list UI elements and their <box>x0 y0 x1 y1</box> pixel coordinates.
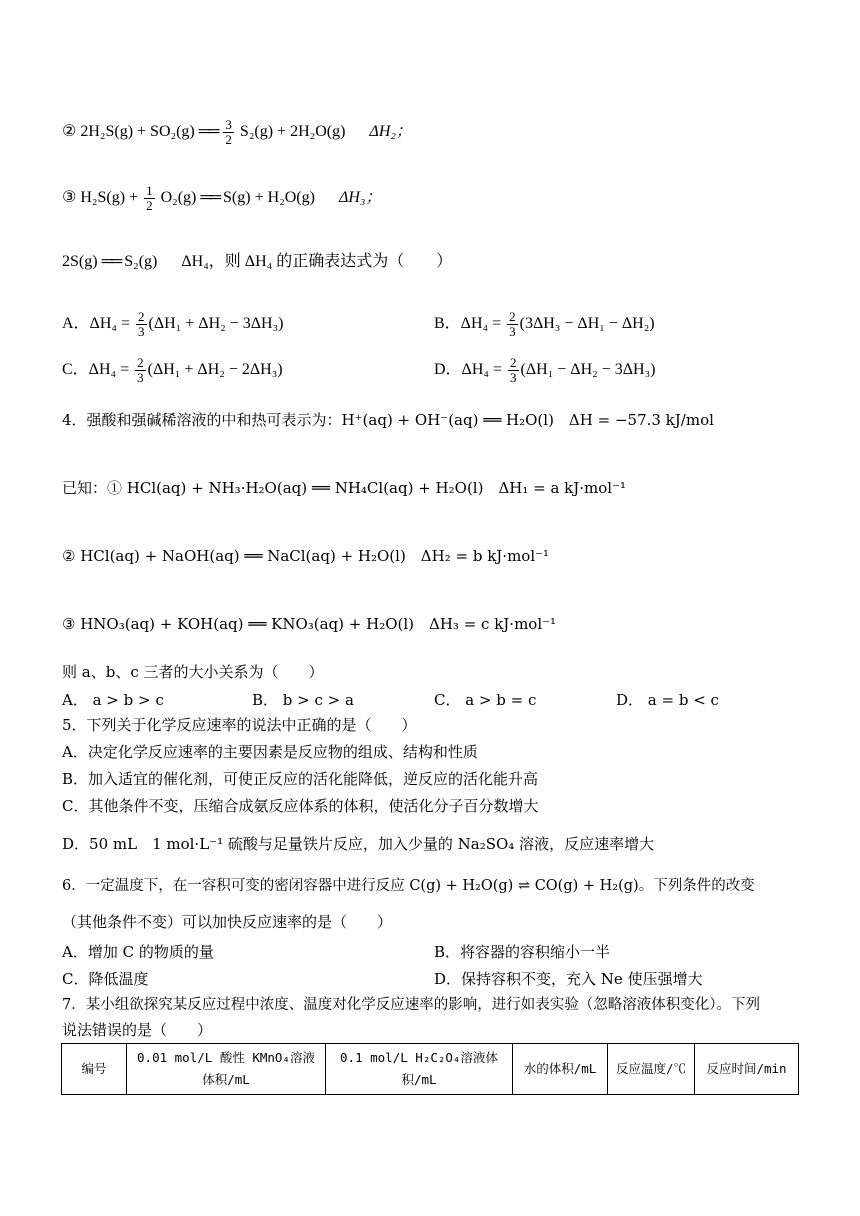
header-temperature: 反应温度/℃ <box>608 1044 695 1095</box>
q6-option-b: B．将容器的容积缩小一半 <box>434 943 611 961</box>
q6-option-d: D．保持容积不变，充入 Ne 使压强增大 <box>434 970 703 988</box>
q4-known-1: 已知：① HCl(aq) + NH₃·H₂O(aq) ══ NH₄Cl(aq) + H₂O(l) ΔH₁ = a kJ·mol⁻¹ <box>62 479 627 497</box>
header-id: 编号 <box>62 1044 127 1095</box>
q6-stem-2: （其他条件不变）可以加快反应速率的是（ ） <box>62 913 393 931</box>
q4-ask: 则 a、b、c 三者的大小关系为（ ） <box>62 663 324 681</box>
table-header-row <box>62 1044 799 1095</box>
q5-stem: 5．下列关于化学反应速率的说法中正确的是（ ） <box>62 716 417 734</box>
q4-option-c: C． a > b = c <box>434 691 537 709</box>
q6-option-c: C．降低温度 <box>62 970 149 988</box>
q5-option-b: B．加入适宜的催化剂，可使正反应的活化能降低，逆反应的活化能升高 <box>62 770 539 788</box>
q5-option-c: C．其他条件不变，压缩合成氨反应体系的体积，使活化分子百分数增大 <box>62 797 539 815</box>
q4-reaction-3: ③ HNO₃(aq) + KOH(aq) ══ KNO₃(aq) + H₂O(l) ΔH₃ = c kJ·mol⁻¹ <box>62 615 557 633</box>
equation-3: ③ H₂S(g) + $\frac{1}{2}$ O₂(g) ══ S(g) + H₂O(g) ΔH₃； <box>62 183 382 213</box>
equation-4: 2S(g) ══ S₂(g) ΔH₄，则 ΔH₄ 的正确表达式为（ ） <box>62 253 453 270</box>
q6-option-a: A．增加 C 的物质的量 <box>62 943 214 961</box>
q4-option-b: B． b > c > a <box>252 691 354 709</box>
q5-option-d: D．50 mL 1 mol·L⁻¹ 硫酸与足量铁片反应，加入少量的 Na₂SO₄ 溶液，反应速率增大 <box>62 835 655 853</box>
q3-option-c: C．ΔH₄ = $\frac{2}{3}$ (ΔH₁ + ΔH₂ − 2ΔH₃) <box>62 355 283 385</box>
header-kmno4-volume: 0.01 mol/L 酸性 KMnO₄溶液体积/mL <box>127 1044 326 1095</box>
q6-stem-1: 6．一定温度下，在一容积可变的密闭容器中进行反应 C(g) + H₂O(g) ⇌ CO(g) + H₂(g)。下列条件的改变 <box>62 878 755 894</box>
q4-option-a: A． a > b > c <box>62 691 164 709</box>
q3-option-a: A．ΔH₄ = $\frac{2}{3}$ (ΔH₁ + ΔH₂ − 3ΔH₃) <box>62 309 284 339</box>
q5-option-a: A．决定化学反应速率的主要因素是反应物的组成、结构和性质 <box>62 743 478 761</box>
q4-option-d: D． a = b < c <box>616 691 719 709</box>
header-time: 反应时间/min <box>695 1044 799 1095</box>
header-water-volume: 水的体积/mL <box>513 1044 608 1095</box>
q4-stem: 4．强酸和强碱稀溶液的中和热可表示为：H⁺(aq) + OH⁻(aq) ══ H₂O(l) ΔH = −57.3 kJ/mol <box>62 411 714 429</box>
q3-option-d: D．ΔH₄ = $\frac{2}{3}$ (ΔH₁ − ΔH₂ − 3ΔH₃) <box>434 355 656 385</box>
q3-option-b: B．ΔH₄ = $\frac{2}{3}$ (3ΔH₃ − ΔH₁ − ΔH₂) <box>434 309 655 339</box>
header-h2c2o4-volume: 0.1 mol/L H₂C₂O₄溶液体积/mL <box>326 1044 513 1095</box>
experiment-table <box>61 1043 799 1095</box>
q4-reaction-2: ② HCl(aq) + NaOH(aq) ══ NaCl(aq) + H₂O(l) ΔH₂ = b kJ·mol⁻¹ <box>62 547 550 565</box>
q7-stem-2: 说法错误的是（ ） <box>62 1021 213 1039</box>
eq-label: ② <box>62 123 77 141</box>
q7-stem-1: 7．某小组欲探究某反应过程中浓度、温度对化学反应速率的影响，进行如表实验（忽略溶液体积变化）。下列 <box>62 997 760 1013</box>
equation-2: ② 2H₂S(g) + SO₂(g) ══ $\frac{3}{2}$ S₂(g) + 2H₂O(g) ΔH₂； <box>62 117 412 147</box>
